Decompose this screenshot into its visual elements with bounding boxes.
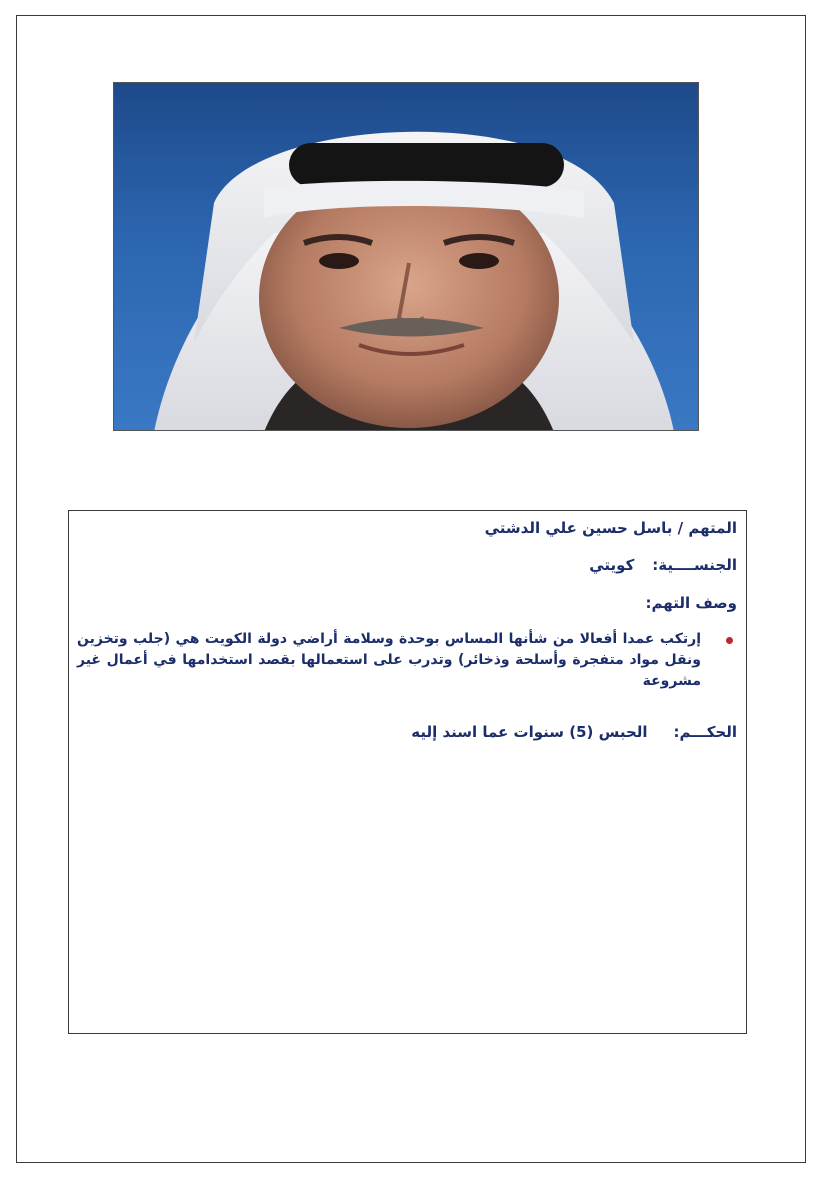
nationality-line	[589, 556, 737, 574]
record-box	[68, 510, 747, 1034]
portrait-illustration	[114, 83, 699, 431]
nationality-value: كويتي	[589, 556, 635, 574]
verdict-line	[411, 723, 737, 741]
verdict-label: الحكـــم:	[673, 723, 737, 741]
accused-line	[485, 519, 737, 537]
charge-heading: وصف التهم:	[645, 594, 737, 612]
nationality-label: الجنســــية:	[652, 556, 737, 574]
charge-text: إرتكب عمدا أفعالا من شأنها المساس بوحدة وسلامة أراضي دولة الكويت هي (جلب وتخزين ونقل مواد متفجرة وأسلحة وذخائر) وتدرب على استعمالها بقصد استخدامها في أعمال غير مشروعة	[77, 631, 701, 689]
accused-label: المتهم /	[677, 519, 737, 537]
charge-item	[77, 629, 737, 692]
accused-name: باسل حسين علي الدشتي	[484, 519, 673, 537]
verdict-value: الحبس (5) سنوات عما اسند إليه	[411, 723, 648, 741]
portrait-photo	[113, 82, 699, 431]
bullet-icon	[726, 637, 733, 644]
